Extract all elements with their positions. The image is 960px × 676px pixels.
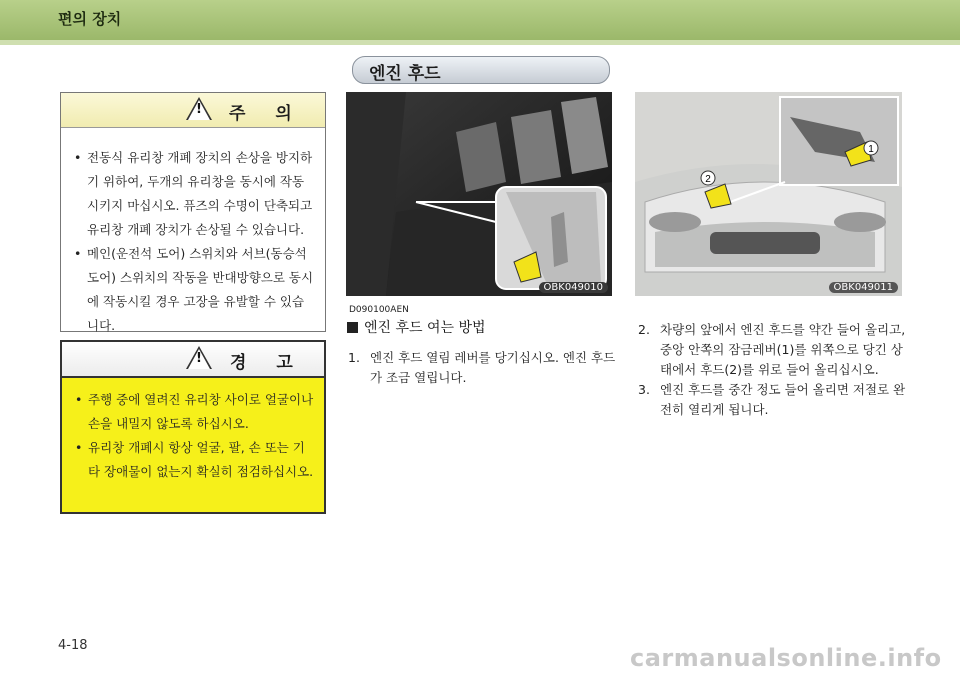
watermark: carmanualsonline.info bbox=[630, 644, 942, 672]
exclamation-icon: ! bbox=[196, 102, 202, 117]
step-number: 2. bbox=[638, 322, 650, 337]
warning-list bbox=[62, 378, 324, 484]
caution-list bbox=[61, 128, 325, 338]
caution-heading: 주 의 bbox=[229, 104, 304, 124]
page-number: 4-18 bbox=[58, 638, 88, 653]
procedure-code: D090100AEN bbox=[349, 305, 409, 315]
header-bar bbox=[0, 0, 960, 40]
square-bullet-icon bbox=[347, 322, 358, 333]
procedure-step bbox=[348, 348, 616, 388]
callout-1-label: 1 bbox=[868, 144, 874, 155]
step-number: 3. bbox=[638, 382, 650, 397]
hood-latch-photo bbox=[635, 92, 902, 296]
caution-box bbox=[60, 92, 326, 332]
procedure-step bbox=[638, 380, 906, 420]
warning-header bbox=[62, 342, 324, 378]
car-front-illustration bbox=[635, 92, 902, 296]
warning-item: • 주행 중에 열려진 유리창 사이로 얼굴이나 손을 내밀지 않도록 하십시오. bbox=[88, 388, 314, 436]
procedure-step bbox=[638, 320, 906, 380]
procedure-steps-right bbox=[638, 320, 906, 420]
pedal-area-illustration bbox=[346, 92, 612, 296]
caution-header bbox=[61, 93, 325, 128]
photo-code-label: OBK049011 bbox=[829, 282, 898, 293]
procedure-steps-left bbox=[348, 348, 616, 388]
warning-item: • 유리창 개폐시 항상 얼굴, 팔, 손 또는 기타 장애물이 없는지 확실히 점검하십시오. bbox=[88, 436, 314, 484]
warning-heading: 경 고 bbox=[230, 353, 305, 373]
photo-code-label: OBK049010 bbox=[539, 282, 608, 293]
step-number: 1. bbox=[348, 350, 360, 365]
exclamation-icon: ! bbox=[196, 351, 202, 366]
procedure-heading: 엔진 후드 여는 방법 bbox=[364, 320, 486, 336]
step-text: 엔진 후드를 중간 정도 들어 올리면 저절로 완전히 열리게 됩니다. bbox=[660, 382, 906, 417]
header-divider bbox=[0, 40, 960, 45]
step-text: 차량의 앞에서 엔진 후드를 약간 들어 올리고, 중앙 안쪽의 잠금레버(1)를 위쪽으로 당긴 상태에서 후드(2)를 위로 들어 올리십시오. bbox=[660, 322, 906, 377]
procedure-heading-row bbox=[347, 317, 486, 337]
hood-release-lever-photo bbox=[346, 92, 612, 296]
step-text: 엔진 후드 열림 레버를 당기십시오. 엔진 후드가 조금 열립니다. bbox=[370, 350, 616, 385]
callout-2-label: 2 bbox=[705, 174, 711, 185]
caution-item: • 메인(운전석 도어) 스위치와 서브(동승석 도어) 스위치의 작동을 반대방향으로 동시에 작동시킬 경우 고장을 유발할 수 있습니다. bbox=[87, 242, 315, 338]
page-header-title: 편의 장치 bbox=[58, 10, 122, 28]
caution-item: • 전동식 유리창 개폐 장치의 손상을 방지하기 위하여, 두개의 유리창을 동시에 작동시키지 마십시오. 퓨즈의 수명이 단축되고 유리창 개폐 장치가 손상될 수 있습니다. bbox=[87, 146, 315, 242]
section-title-pill bbox=[352, 56, 610, 84]
warning-box bbox=[60, 340, 326, 514]
section-title: 엔진 후드 bbox=[369, 64, 441, 84]
